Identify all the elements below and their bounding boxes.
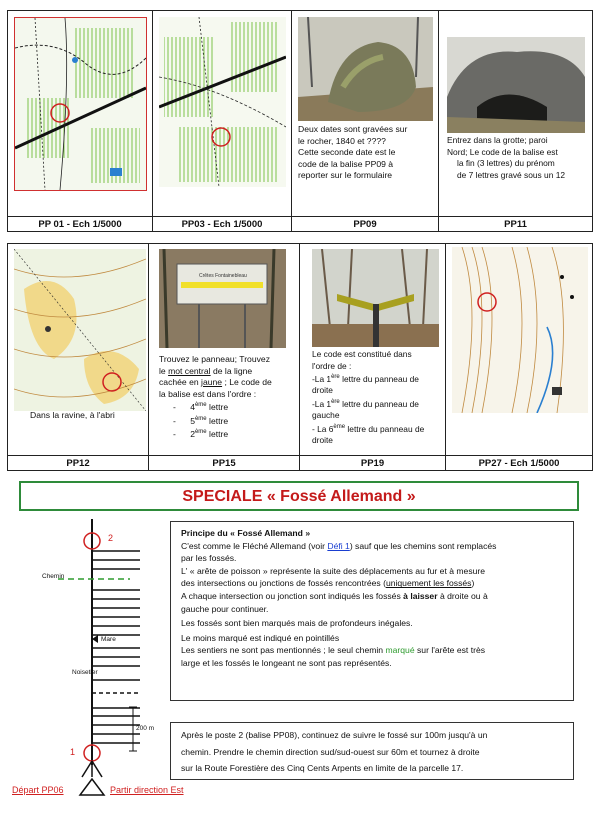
pp27-caption: PP27 - Ech 1/5000 [446,455,592,470]
principe-line: large et les fossés le longeant ne sont pas représentés. [181,657,392,668]
pp11-line: Nord; Le code de la balise est [447,146,558,157]
speciale-title: SPECIALE « Fossé Allemand » [19,481,579,511]
principe-box [170,521,574,701]
pp11-line: la fin (3 lettres) du prénom [457,158,555,169]
pp15-item: - 4ème lettre [173,402,229,413]
principe-line: gauche pour continuer. [181,603,269,614]
pp15-caption: PP15 [149,455,299,470]
pp19-line: l'ordre de : [312,360,352,371]
pp11-caption: PP11 [439,216,592,231]
pp19-line: droite [312,385,333,396]
pp15-item: - 2ème lettre [173,429,229,440]
pp12-map [14,249,146,411]
pp11-text [447,135,592,181]
principe-line: Les sentiers ne sont pas mentionnés ; le seul chemin marqué sur l'arête est très [181,645,486,656]
pp03-caption: PP03 - Ech 1/5000 [153,216,291,231]
pp03-map-drawing [159,17,286,187]
pp09-line: Deux dates sont gravées sur [298,124,408,134]
pp09-line: Cette seconde date est le [298,147,396,158]
pp15-line: le mot central de la ligne [159,365,253,376]
pp15-line: Trouvez le panneau; Trouvez [159,354,270,364]
pp09-text [298,124,438,182]
pp01-caption: PP 01 - Ech 1/5000 [8,216,152,231]
pp11-cave-image [447,37,585,133]
principe-line: Le moins marqué est indiqué en pointillés [181,632,340,643]
principe-title: Principe du « Fossé Allemand » [181,528,311,538]
pp12-text: Dans la ravine, à l'abri [30,410,115,420]
pp19-text [312,349,446,446]
pp19-line: -La 1ère lettre du panneau de [312,398,419,409]
pp19-line: -La 1ère lettre du panneau de [312,373,419,384]
pp15-line: cachée en jaune ; Le code de [159,377,272,388]
pp15-photo [159,249,286,348]
apres-line: sur la Route Forestière des Cinq Cents Arpents en limite de la parcelle 17. [181,763,464,774]
pp15-sign-image [159,249,286,348]
pp11-cell [439,11,592,231]
pp11-line: Entrez dans la grotte; paroi [447,135,548,145]
pp15-line: la balise est dans l'ordre : [159,388,257,399]
fishbone-diagram [0,515,165,815]
principe-line: C'est comme le Fléché Allemand (voir Défi 1) sauf que les chemins sont remplacés [181,540,497,551]
pp27-map [452,247,588,413]
apres-line: Après le poste 2 (balise PP08), continuez de suivre le fossé sur 100m jusqu'à un [181,730,488,740]
principe-line: des intersections ou jonctions de fossés rencontrées (uniquement les fossés) [181,578,475,589]
pp09-line: code de la balise PP09 à [298,158,394,169]
row1-table [7,10,593,232]
pp19-line: - La 6ème lettre du panneau de [312,423,425,434]
pp01-map-drawing [15,18,146,190]
pp09-line: le rocher, 1840 et ???? [298,135,386,146]
pp15-item: - 5ème lettre [173,415,229,426]
noisetier-label: Noisetier [72,669,98,676]
pp19-photo [312,249,439,347]
pp15-sign-text: Crêtes Fontainebleau [199,273,247,279]
depart-label: Départ PP06 [12,785,64,795]
fishbone-svg [0,515,165,815]
principe-line: A chaque intersection ou jonction sont indiqués les fossés à laisser à droite ou à [181,590,488,601]
pp09-rock-image [298,17,433,121]
pp19-sign-image [312,249,439,347]
pp01-map [14,17,147,191]
pp11-line: de 7 lettres gravé sous un 12 [457,169,566,180]
principe-line: Les fossés sont bien marqués mais de profondeurs inégales. [181,618,413,629]
pp19-line: droite [312,434,333,445]
poste-1-label: 1 [70,747,76,757]
pp03-cell [153,11,292,231]
apres-line: chemin. Prendre le chemin direction sud/sud-ouest sur 60m et tournez à droite [181,746,480,757]
pp19-line: Le code est constitué dans [312,349,412,359]
pp19-cell [300,244,446,470]
pp09-line: reporter sur le formulaire [298,170,393,181]
pp15-cell [149,244,300,470]
pp27-cell [446,244,592,470]
pp11-photo [447,37,585,133]
principe-line: L' « arête de poisson » représente la suite des déplacements au fur et à mesure [181,565,486,576]
pp12-cell [8,244,149,470]
mare-label: Mare [101,636,116,643]
apres-box [170,722,574,780]
pp09-cell [292,11,439,231]
pp03-map [159,17,286,187]
partir-label: Partir direction Est [110,785,184,795]
principe-line: par les fossés. [181,553,237,564]
pp01-cell [8,11,153,231]
pp19-caption: PP19 [300,455,445,470]
pp12-map-drawing [14,249,146,411]
chemin-label: Chemin [42,573,65,580]
pp15-text [159,354,300,441]
row2-table [7,243,593,471]
pp19-line: gauche [312,410,340,421]
pp09-photo [298,17,433,121]
pp27-map-drawing [452,247,588,413]
defi-1-link[interactable]: Défi 1 [327,540,350,551]
poste-2-label: 2 [108,533,114,543]
pp09-caption: PP09 [292,216,438,231]
pp12-caption: PP12 [8,455,148,470]
distance-label: 200 m [136,725,155,732]
